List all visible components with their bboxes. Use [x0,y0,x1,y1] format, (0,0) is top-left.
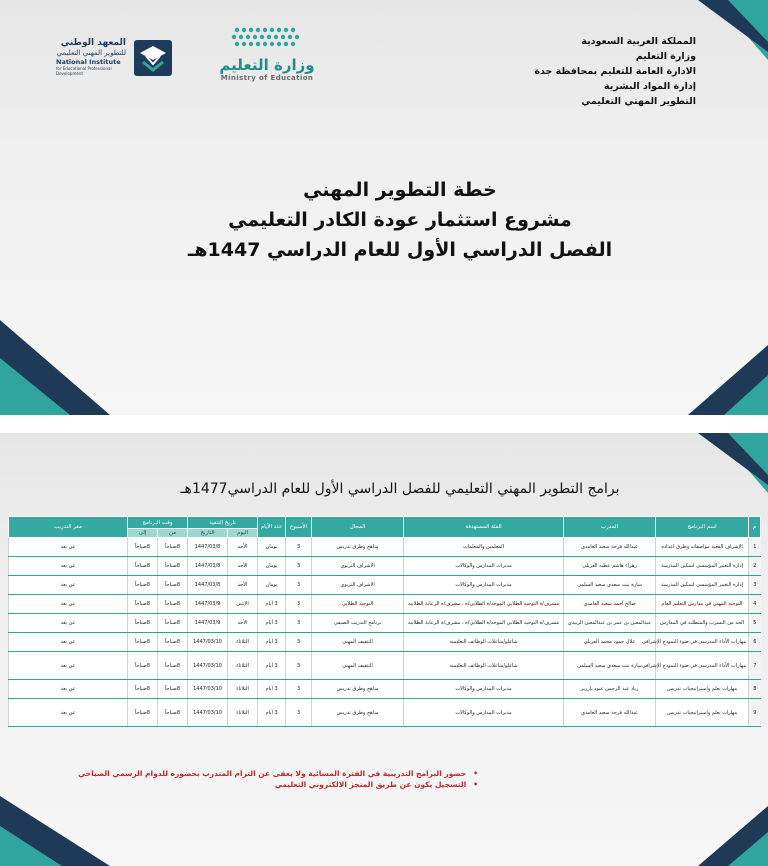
row-to: 8صباحاً [128,652,158,680]
row-day: الأحد [228,614,258,633]
programs-title: برامج التطوير المهني التعليمي للفصل الدراسي الأول للعام الدراسي1477هـ [180,481,620,497]
row-days: يومان [258,557,286,576]
row-trainer: صالح أحمد سعيد الغامدي [564,595,656,614]
title-line: الفصل الدراسي الأول للعام الدراسي 1447هـ [187,239,613,261]
ni-subtitle-ar: للتطوير المهني التعليمي [56,49,126,57]
row-trainer: سارة بنت سعدي سعيد السلمي [564,652,656,680]
row-date: 1447/03/8 [188,557,228,576]
row-from: 8صباحاً [158,680,188,699]
ni-subtitle-en: for Educational Professional Development [56,66,112,76]
row-week: 3 [286,652,312,680]
note-item [58,779,478,790]
header-to: إلى [128,529,158,538]
row-date: 1447/03/9 [188,595,228,614]
row-day: الأحد [228,557,258,576]
row-field: الاشراف التربوي [312,576,404,595]
table-row [9,680,761,699]
row-num: 3 [749,576,761,595]
note-item [58,768,478,779]
row-week: 3 [286,538,312,557]
row-target: شاغلو/شاغلات الوظائف التعليمية [404,652,564,680]
row-location: عن بعد [9,614,128,633]
moe-dots-icon [222,24,312,50]
row-days: 3 أيام [258,680,286,699]
moe-logo-english: Ministry of Education [220,74,314,82]
note-text: حضور البرامج التدريبية في الفترة المسائية ولا يعفى عن التزام المتدرب بحضوره للدوام الرسمي الصباحي [78,769,467,778]
row-day: الثلاثاء [228,633,258,652]
row-day: الثلاثاء [228,652,258,680]
top-right-corner-decoration [698,433,768,493]
row-location: عن بعد [9,699,128,727]
row-num: 9 [749,699,761,727]
notes-list [58,768,478,790]
row-field: مناهج وطرق تدريس [312,680,404,699]
row-num: 6 [749,633,761,652]
row-num: 1 [749,538,761,557]
bottom-right-corner-decoration [698,806,768,866]
row-location: عن بعد [9,557,128,576]
row-field: مناهج وطرق تدريس [312,699,404,727]
ministry-line: وزارة التعليم [635,51,696,62]
row-program: التوجيه المهني في مدارس التعليم العام [656,595,749,614]
note-text: التسجيل يكون عن طريق المنجز الالكتروني التعليمي [274,780,467,789]
top-right-corner-decoration [698,0,768,60]
row-to: 8صباحاً [128,576,158,595]
row-day: الثلاثاء [228,680,258,699]
row-field: التوجيه الطلابي [312,595,404,614]
row-from: 8صباحاً [158,557,188,576]
row-days: يومان [258,576,286,595]
row-to: 8صباحاً [128,538,158,557]
title-line: خطة التطوير المهني [303,179,497,201]
moe-logo-arabic: وزارة التعليم [219,56,315,74]
bottom-left-corner-decoration [0,320,110,415]
row-to: 8صباحاً [128,699,158,727]
row-trainer: زياد عبد الرحمن عبود بازرير [564,680,656,699]
row-trainer: عبدالله فرحة سعيد الغامدي [564,699,656,727]
row-target: مديرات المدارس والوكالات [404,699,564,727]
header-date: التاريخ [188,529,228,538]
row-week: 3 [286,614,312,633]
row-program: مهارات تعلم واستراتيجيات تدريس [656,680,749,699]
row-days: 3 أيام [258,633,286,652]
ni-name-ar: المعهد الوطني [60,38,126,48]
ministry-of-education-logo [212,24,322,86]
row-day: الثلاثاء [228,699,258,727]
row-location: عن بعد [9,595,128,614]
row-week: 3 [286,680,312,699]
row-program: الإشراف الفعيد مواصفاته وطرق اعداده [656,538,749,557]
bullet-icon: • [473,769,478,778]
row-trainer: عبدالمعين بن عمر بن عبدالمعين الزبيدي [564,614,656,633]
row-days: يومان [258,538,286,557]
row-field: مناهج وطرق تدريس [312,538,404,557]
row-field: الاشراف التربوي [312,557,404,576]
bottom-right-corner-decoration [688,345,768,415]
row-target: مديرات المدارس والوكالات [404,680,564,699]
row-days: 3 أيام [258,699,286,727]
table-row [9,576,761,595]
ministry-line: إدارة المواد البشرية [604,81,696,92]
row-date: 1447/03/8 [188,576,228,595]
row-field: برنامج التدريب الصيفي [312,614,404,633]
row-target: مديرات المدارس والوكالات [404,557,564,576]
ni-name-en: National Institute [56,58,121,66]
row-program: مهارات الأداء المدرسي في ضوء النموذج الإشرافي [656,652,749,680]
row-location: عن بعد [9,680,128,699]
row-trainer: سارة بنت سعدي سعيد السلمي [564,576,656,595]
row-days: 3 أيام [258,652,286,680]
table-row [9,538,761,557]
row-date: 1447/03/9 [188,614,228,633]
row-date: 1447/03/8 [188,538,228,557]
table-row [9,633,761,652]
ministry-line: الادارة العامة للتعليم بمحافظة جدة [534,66,696,77]
row-num: 5 [749,614,761,633]
row-week: 3 [286,576,312,595]
row-field: التثقيف المهني [312,652,404,680]
bottom-left-corner-decoration [0,796,110,866]
row-from: 8صباحاً [158,699,188,727]
row-trainer: عبدالله فرحة سعيد الغامدي [564,538,656,557]
row-target: مديرات المدارس والوكالات [404,576,564,595]
row-from: 8صباحاً [158,576,188,595]
programs-slide [0,433,768,866]
row-trainer: علال حمود محمد العزيلي [564,633,656,652]
row-from: 8صباحاً [158,538,188,557]
table-row [9,614,761,633]
ministry-line: التطوير المهني التعليمي [581,96,696,107]
row-day: الأحد [228,538,258,557]
row-week: 3 [286,633,312,652]
header-num: م [749,517,761,538]
row-date: 1447/03/10 [188,652,228,680]
bullet-icon: • [473,780,478,789]
row-trainer: زهراء هاشم عطية العزيلي [564,557,656,576]
header-day: اليوم [228,529,258,538]
row-program: إدارة التغيير المؤسسي لتمكين المدرسة [656,576,749,595]
row-target: شاغلو/شاغلات الوظائف التعليمية [404,633,564,652]
table-row [9,557,761,576]
row-num: 7 [749,652,761,680]
row-location: عن بعد [9,652,128,680]
row-from: 8صباحاً [158,652,188,680]
row-week: 3 [286,557,312,576]
programs-table [8,516,761,727]
row-field: التثقيف المهني [312,633,404,652]
national-institute-logo [56,38,176,80]
title-slide [0,0,768,415]
header-target: الفئة المستهدفة [404,517,564,538]
row-to: 8صباحاً [128,614,158,633]
table-row [9,595,761,614]
row-location: عن بعد [9,576,128,595]
row-date: 1447/03/10 [188,633,228,652]
row-target: مشرف/ة التوجيه الطلابي الموجه/ة الطلابي/ة ، مشرف/ة الرعاية الطلابية [404,595,564,614]
header-from: من [158,529,188,538]
row-to: 8صباحاً [128,557,158,576]
header-program: اسم البرنامج [656,517,749,538]
row-from: 8صباحاً [158,614,188,633]
row-days: 3 أيام [258,614,286,633]
national-institute-emblem-icon [134,40,172,76]
row-date: 1447/03/10 [188,680,228,699]
header-field: المجال [312,517,404,538]
row-from: 8صباحاً [158,595,188,614]
header-days: عدد الأيام [258,517,286,538]
row-target: مشرف/ة التوجيه الطلابي الموجه/ة الطلابي/ة ، مشرف/ة الرعاية الطلابية [404,614,564,633]
header-exec-date: تاريخ التنفيذ [188,517,258,529]
row-day: الإثنين [228,595,258,614]
table-header-row [9,517,761,529]
row-date: 1447/03/10 [188,699,228,727]
row-week: 3 [286,699,312,727]
row-to: 8صباحاً [128,680,158,699]
row-from: 8صباحاً [158,633,188,652]
row-days: 3 أيام [258,595,286,614]
table-row [9,699,761,727]
ministry-header-text [446,34,696,109]
header-location: مقر التدريب [9,517,128,538]
row-to: 8صباحاً [128,633,158,652]
row-program: مهارات تعلم واستراتيجيات تدريس [656,699,749,727]
row-num: 2 [749,557,761,576]
row-location: عن بعد [9,538,128,557]
title-line: مشروع استثمار عودة الكادر التعليمي [228,209,572,231]
row-program: مهارات الأداء المدرسي في ضوء النموذج الإشرافي [656,633,749,652]
row-program: إدارة التغيير المؤسسي لتمكين المدرسة [656,557,749,576]
row-num: 8 [749,680,761,699]
row-location: عن بعد [9,633,128,652]
row-program: الحد من التسرب والمتطلبة في المدارس [656,614,749,633]
row-to: 8صباحاً [128,595,158,614]
row-week: 3 [286,595,312,614]
row-day: الأحد [228,576,258,595]
row-target: المعلمين والمعلمات [404,538,564,557]
header-week: الأسبوع [286,517,312,538]
header-trainer: المدرب [564,517,656,538]
plan-title [150,175,650,265]
table-row [9,652,761,680]
row-num: 4 [749,595,761,614]
header-time: وقت البرنامج [128,517,188,529]
ministry-line: المملكة العربية السعودية [581,36,696,47]
